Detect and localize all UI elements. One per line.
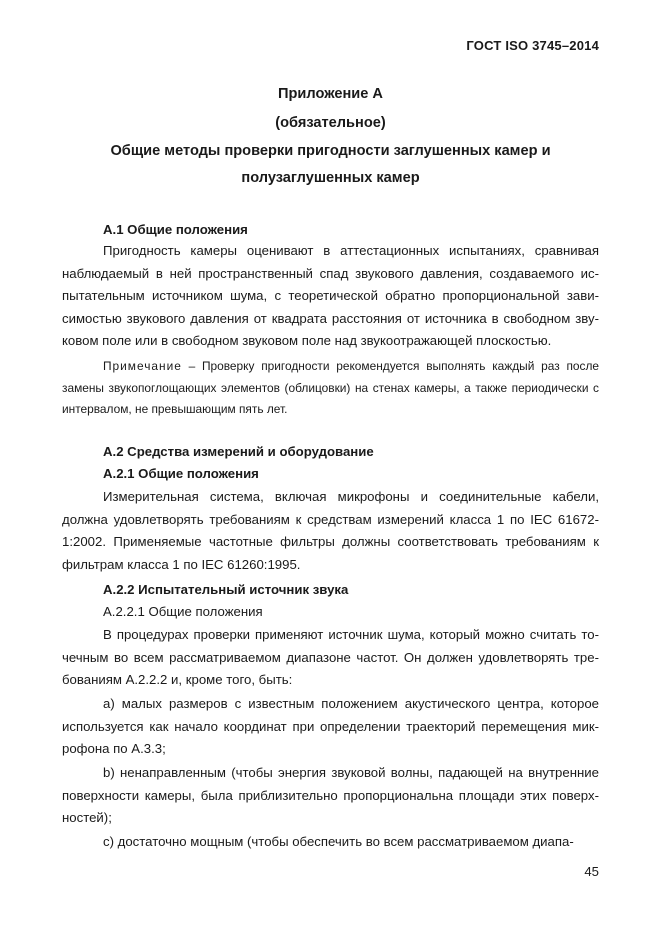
section-a221-paragraph: В процедурах проверки применяют источник шума, который можно считать точечным во всем рассматриваемом диапазоне частот. Он должен удовлетворять требованиям А.2.2.2 и, кроме того, быть: <box>62 627 599 688</box>
page-number: 45 <box>584 864 599 879</box>
appendix-subtitle-line1: Общие методы проверки пригодности заглушенных камер и <box>110 143 551 159</box>
note-paragraph <box>62 356 599 421</box>
note-text: – Проверку пригодности рекомендуется выполнять каждый раз после замены звукопоглощающих элементов (облицовки) на стенах камеры, а также периодически с интервалом, не превышающим пять лет. <box>62 359 599 416</box>
section-a2-heading: А.2 Средства измерений и оборудование <box>103 444 374 459</box>
section-a221-heading: А.2.2.1 Общие положения <box>103 604 263 619</box>
section-a22-heading: А.2.2 Испытательный источник звука <box>103 582 349 597</box>
note-label: Примечание <box>103 359 182 373</box>
section-a1-heading: А.1 Общие положения <box>103 222 248 237</box>
list-item-c: c) достаточно мощным (чтобы обеспечить во всем рассматриваемом диапа- <box>103 834 574 849</box>
appendix-status: (обязательное) <box>275 115 386 131</box>
section-a1-paragraph: Пригодность камеры оценивают в аттестационных испытаниях, сравнивая наблюдаемый в ней пространственный спад звукового давления, создаваемого испытательным источником шума, с теоретической обратно пропорциональной зависимостью звукового давления от квадрата расстояния от источника в свободном звуковом поле или в свободном звуковом поле над звукоотражающей плоскостью. <box>62 243 599 349</box>
list-item-a: а) малых размеров с известным положением акустического центра, которое используется как начало координат при определении траекторий перемещения микрофона по А.3.3; <box>62 696 599 757</box>
list-item-b: b) ненаправленным (чтобы энергия звуковой волны, падающей на внутренние поверхности камеры, была приблизительно пропорциональна площади этих поверхностей); <box>62 765 599 826</box>
section-a21-paragraph: Измерительная система, включая микрофоны и соединительные кабели, должна удовлетворять требованиям к средствам измерений класса 1 по IEC 61672-1:2002. Применяемые частотные фильтры должны соответствовать требованиям к фильтрам класса 1 по IEC 61260:1995. <box>62 489 599 572</box>
appendix-title: Приложение А <box>278 86 383 102</box>
document-code: ГОСТ ISO 3745–2014 <box>466 38 599 53</box>
section-a21-heading: А.2.1 Общие положения <box>103 466 259 481</box>
appendix-subtitle-line2: полузаглушенных камер <box>241 170 420 186</box>
